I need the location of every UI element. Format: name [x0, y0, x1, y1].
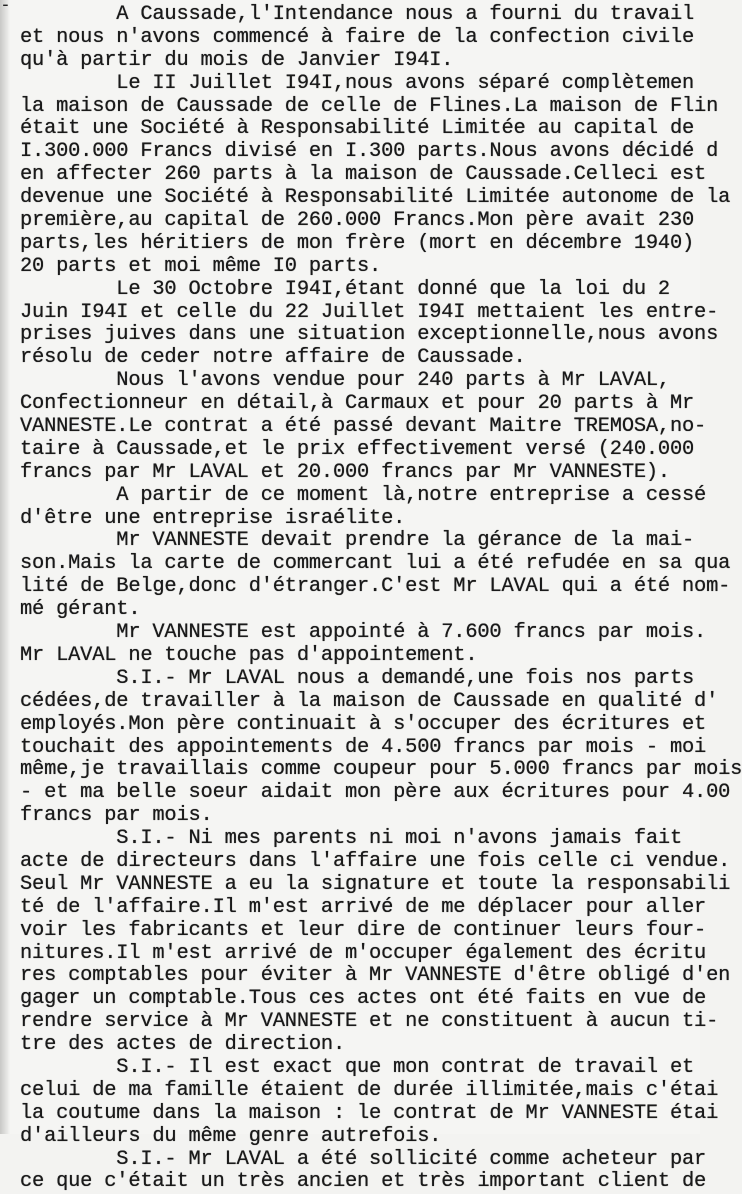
text-line: S.I.- Mr LAVAL a été sollicité comme acheteur par [20, 1147, 707, 1171]
text-line: d'être une entreprise israélite. [20, 506, 406, 530]
text-line: Confectionneur en détail,à Carmaux et pour 20 parts à Mr [20, 392, 695, 416]
text-line: Mr LAVAL ne touche pas d'appointement. [20, 643, 478, 667]
text-line: 20 parts et moi même I0 parts. [20, 254, 382, 278]
text-line: touchait des appointements de 4.500 francs par mois - moi [20, 735, 707, 759]
text-line: té de l'affaire.Il m'est arrivé de me déplacer pour aller [20, 895, 707, 919]
text-line: nitures.Il m'est arrivé de m'occuper également des écritu [20, 941, 707, 965]
text-line: résolu de ceder notre affaire de Caussade. [20, 346, 526, 370]
text-line: Mr VANNESTE est appointé à 7.600 francs par mois. [20, 621, 707, 645]
text-line: S.I.- Ni mes parents ni moi n'avons jamais fait [20, 827, 683, 851]
text-line: Le 30 Octobre I94I,étant donné que la loi du 2 [20, 277, 670, 301]
text-line: première,au capital de 260.000 Francs.Mon père avait 230 [20, 209, 695, 233]
text-line: employés.Mon père continuait à s'occuper des écritures et [20, 712, 707, 736]
text-line: devenue une Société à Responsabilité Limitée autonome de la [20, 186, 731, 210]
text-line: lité de Belge,donc d'étranger.C'est Mr LAVAL qui a été nom- [20, 575, 731, 599]
text-line: celui de ma famille étaient de durée illimitée,mais c'étai [20, 1078, 719, 1102]
text-line: rendre service à Mr VANNESTE et ne constituent à aucun ti- [20, 1010, 719, 1034]
text-line: acte de directeurs dans l'affaire une fois celle ci vendue. [20, 849, 731, 873]
text-line: francs par mois. [20, 804, 213, 828]
text-line: I.300.000 Francs divisé en I.300 parts.Nous avons décidé d [20, 140, 719, 164]
text-line: la coutume dans la maison : le contrat de Mr VANNESTE étai [20, 1101, 719, 1125]
text-line: A partir de ce moment là,notre entreprise a cessé [20, 483, 707, 507]
text-line: Nous l'avons vendue pour 240 parts à Mr LAVAL, [20, 369, 670, 393]
text-line: et nous n'avons commencé à faire de la confection civile [20, 25, 695, 49]
text-line: cédées,de travailler à la maison de Caussade en qualité d' [20, 689, 719, 713]
text-line: mé gérant. [20, 598, 141, 622]
text-line: était une Société à Responsabilité Limitée au capital de [20, 117, 695, 141]
text-line: res comptables pour éviter à Mr VANNESTE d'être obligé d'en [20, 964, 731, 988]
document-body [20, 3, 742, 1194]
text-line: A Caussade,l'Intendance nous a fourni du travail [20, 3, 695, 26]
text-line: la maison de Caussade de celle de Flines.La maison de Flin [20, 94, 719, 118]
text-line: Mr VANNESTE devait prendre la gérance de la mai- [20, 529, 695, 553]
text-line: francs par Mr LAVAL et 20.000 francs par Mr VANNESTE). [20, 460, 670, 484]
text-line: Juin I94I et celle du 22 Juillet I94I mettaient les entre- [20, 300, 719, 324]
text-line: en affecter 260 parts à la maison de Caussade.Celleci est [20, 163, 707, 187]
text-line: voir les fabricants et leur dire de continuer leurs four- [20, 918, 707, 942]
text-line: S.I.- Mr LAVAL nous a demandé,une fois nos parts [20, 666, 695, 690]
text-line: d'ailleurs du même genre autrefois. [20, 1124, 442, 1148]
text-line: tre des actes de direction. [20, 1033, 345, 1057]
text-line: gager un comptable.Tous ces actes ont été faits en vue de [20, 987, 707, 1011]
text-line: taire à Caussade,et le prix effectivement versé (240.000 [20, 437, 695, 461]
text-line: Seul Mr VANNESTE a eu la signature et toute la responsabili [20, 872, 731, 896]
page-edge-shadow [0, 0, 10, 1134]
text-line: Le II Juillet I94I,nous avons séparé complètemen [20, 71, 695, 95]
text-line: VANNESTE.Le contrat a été passé devant Maitre TREMOSA,no- [20, 415, 707, 439]
text-line: prises juives dans une situation exceptionnelle,nous avons [20, 323, 719, 347]
text-line: même,je travaillais comme coupeur pour 5.000 francs par mois [20, 758, 742, 782]
page-corner-mark: - [0, 0, 11, 15]
text-line: son.Mais la carte de commercant lui a été refudée en sa qua [20, 552, 731, 576]
text-line: qu'à partir du mois de Janvier I94I. [20, 48, 454, 72]
text-line: parts,les héritiers de mon frère (mort en décembre 1940) [20, 231, 695, 255]
text-line: ce que c'était un très ancien et très important client de [20, 1170, 707, 1194]
text-line: S.I.- Il est exact que mon contrat de travail et [20, 1055, 695, 1079]
text-line: - et ma belle soeur aidait mon père aux écritures pour 4.00 [20, 781, 731, 805]
